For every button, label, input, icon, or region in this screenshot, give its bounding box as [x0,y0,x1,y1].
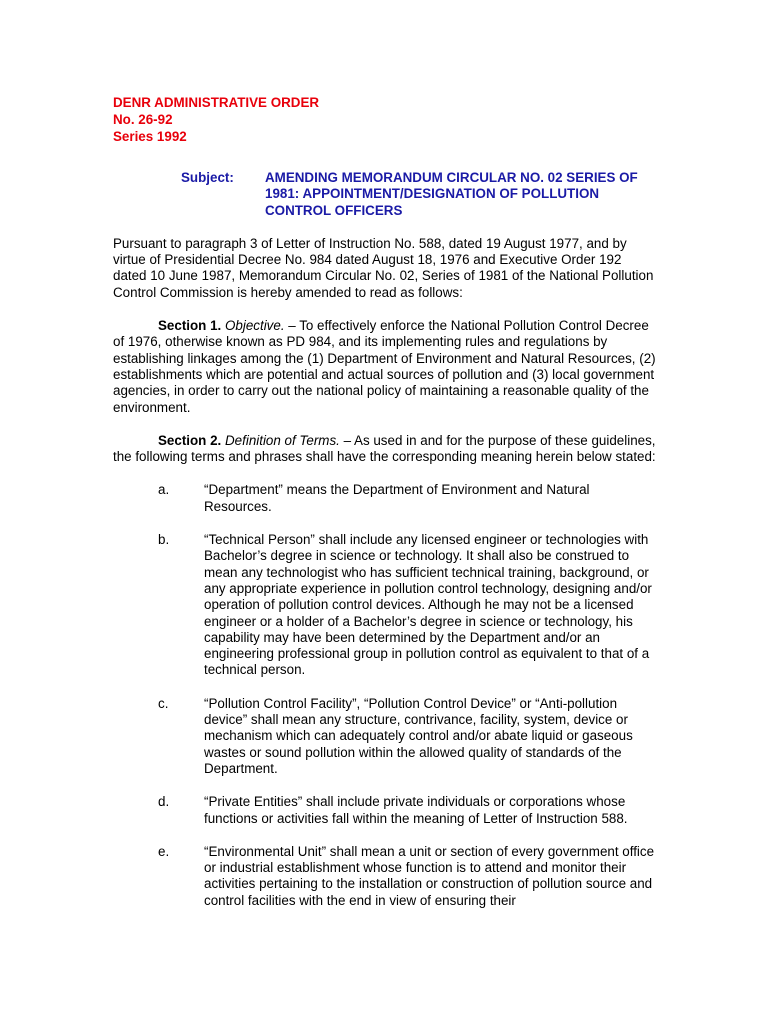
definition-letter: d. [158,794,170,810]
definition-item-b [113,532,658,679]
subject-block [113,170,658,219]
subject-text: AMENDING MEMORANDUM CIRCULAR NO. 02 SERIES OF 1981: APPOINTMENT/DESIGNATION OF POLLUTION CONTROL OFFICERS [265,170,638,218]
section-1-text: – To effectively enforce the National Pollution Control Decree of 1976, otherwise known as PD 984, and its implementing rules and regulations by establishing linkages among the (1) Department of Environment and Natural Resources, (2) establishments which are potential and actual sources of pollution and (3) local government agencies, in order to carry out the national policy of maintaining a reasonable quality of the environment. [113,318,656,415]
intro-paragraph: Pursuant to paragraph 3 of Letter of Instruction No. 588, dated 19 August 1977, and by virtue of Presidential Decree No. 984 dated August 18, 1976 and Executive Order 192 dated 10 June 1987, Memorandum Circular No. 02, Series of 1981 of the National Pollution Control Commission is hereby amended to read as follows: [113,235,654,300]
definition-item-c [113,696,658,777]
order-header [113,94,658,145]
definition-text: “Private Entities” shall include private individuals or corporations whose functions or activities fall within the meaning of Letter of Instruction 588. [204,794,628,826]
section-2-title: Definition of Terms. [225,432,340,448]
definition-item-e [113,844,658,909]
section-1-title: Objective. [225,318,285,334]
definition-item-d [113,794,658,827]
definition-text: “Technical Person” shall include any licensed engineer or technologies with Bachelor’s degree in science or technology. It shall also be construed to mean any technologist who has sufficient technical training, background, or any appropriate experience in pollution control technology, designing and/or operation of pollution control devices. Although he may not be a licensed engineer or a holder of a Bachelor’s degree in science or technology, his capability may have been determined by the Department and/or an engineering professional group in pollution control as equivalent to that of a technical person. [204,532,652,678]
definitions-list [113,482,658,909]
section-1 [113,318,658,416]
definition-text: “Environmental Unit” shall mean a unit or section of every government office or industrial establishment whose function is to attend and monitor their activities pertaining to the installation or construction of pollution source and control facilities with the end in view of ensuring their [204,843,655,908]
definition-letter: b. [158,532,170,548]
definition-text: “Pollution Control Facility”, “Pollution Control Device” or “Anti-pollution device” shall mean any structure, contrivance, facility, system, device or mechanism which can adequately control and/or abate liquid or gaseous wastes or sound pollution within the allowed quality of standards of the Department. [204,695,633,776]
section-2-number: Section 2. [158,432,222,448]
order-number: No. 26-92 [113,112,173,127]
definition-item-a [113,482,658,515]
order-title: DENR ADMINISTRATIVE ORDER [113,95,320,110]
section-1-number: Section 1. [158,318,222,334]
section-2 [113,433,658,466]
order-series: Series 1992 [113,129,187,144]
definition-letter: c. [158,695,169,711]
section-2-text: – As used in and for the purpose of these guidelines, the following terms and phrases shall have the corresponding meaning herein below stated: [113,432,656,465]
subject-label: Subject: [181,170,234,185]
document-page [113,94,658,926]
definition-text: “Department” means the Department of Environment and Natural Resources. [204,482,590,514]
definition-letter: a. [158,482,170,498]
definition-letter: e. [158,843,170,859]
